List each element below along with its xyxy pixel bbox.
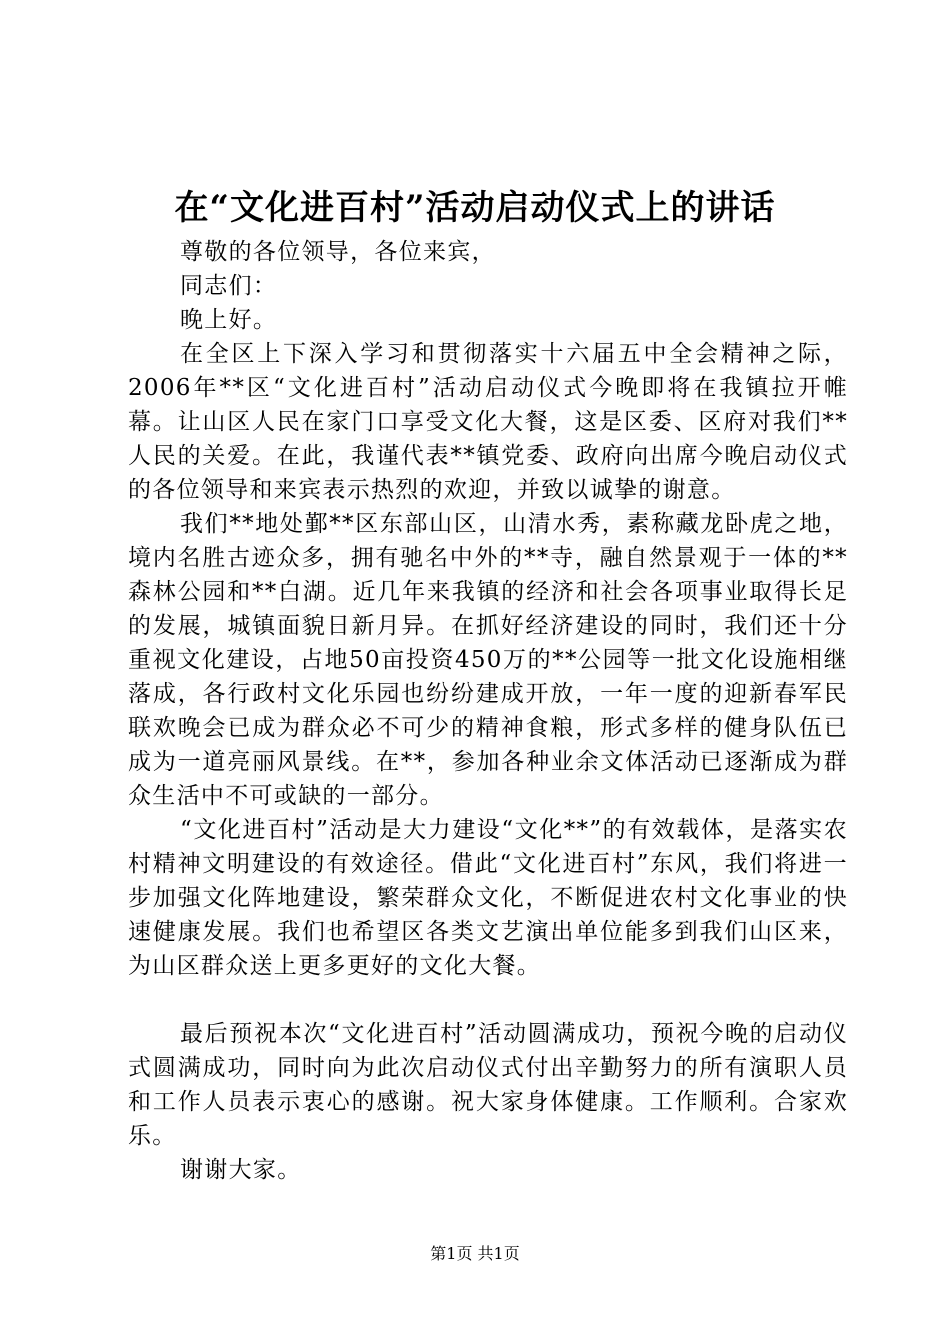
body-paragraph: “文化进百村”活动是大力建设“文化**”的有效载体，是落实农村精神文明建设的有效途径。借此“文化进百村”东风，我们将进一步加强文化阵地建设，繁荣群众文化，不断促进农村文化事业的快速健康发展。我们也希望区各类文艺演出单位能多到我们山区来，为山区群众送上更多更好的文化大餐。: [128, 817, 848, 979]
body-paragraph: 最后预祝本次“文化进百村”活动圆满成功，预祝今晚的启动仪式圆满成功，同时向为此次启动仪式付出辛勤努力的所有演职人员和工作人员表示衷心的感谢。祝大家身体健康。工作顺利。合家欢乐。: [128, 1021, 848, 1149]
page-footer: 第1页 共1页: [430, 1244, 520, 1263]
greeting-line: 同志们：: [180, 273, 278, 299]
document-title: 在“文化进百村”活动启动仪式上的讲话: [174, 188, 776, 228]
closing-line: 谢谢大家。: [180, 1157, 302, 1183]
greeting-line: 尊敬的各位领导，各位来宾，: [180, 239, 496, 265]
document-body: [128, 235, 848, 1187]
greeting-line: 晚上好。: [180, 307, 278, 333]
body-paragraph: 在全区上下深入学习和贯彻落实十六届五中全会精神之际，2006年**区“文化进百村”活动启动仪式今晚即将在我镇拉开帷幕。让山区人民在家门口享受文化大餐，这是区委、区府对我们**人民的关爱。在此，我谨代表**镇党委、政府向出席今晚启动仪式的各位领导和来宾表示热烈的欢迎，并致以诚挚的谢意。: [128, 341, 848, 503]
body-paragraph: 我们**地处鄞**区东部山区，山清水秀，素称藏龙卧虎之地，境内名胜古迹众多，拥有驰名中外的**寺，融自然景观于一体的**森林公园和**白湖。近几年来我镇的经济和社会各项事业取得长足的发展，城镇面貌日新月异。在抓好经济建设的同时，我们还十分重视文化建设，占地50亩投资450万的**公园等一批文化设施相继落成，各行政村文化乐园也纷纷建成开放，一年一度的迎新春军民联欢晚会已成为群众必不可少的精神食粮，形式多样的健身队伍已成为一道亮丽风景线。在**，参加各种业余文体活动已逐渐成为群众生活中不可或缺的一部分。: [128, 511, 848, 809]
